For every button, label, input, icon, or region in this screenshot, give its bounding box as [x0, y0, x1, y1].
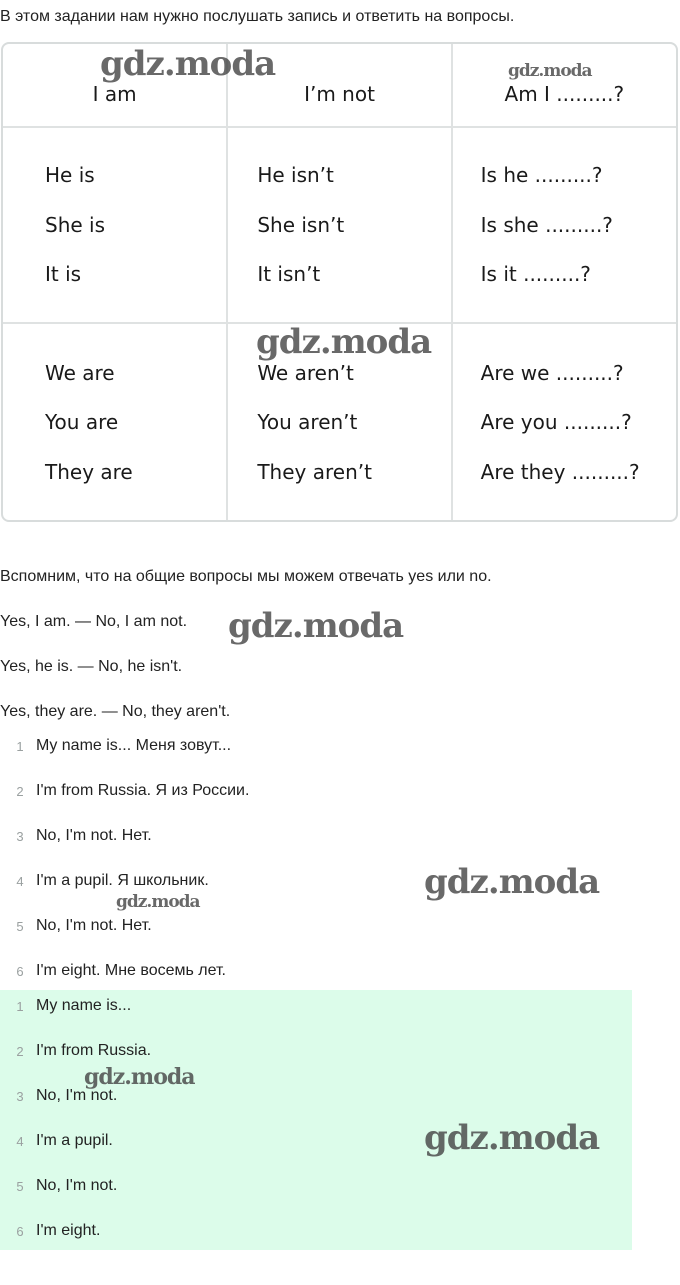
- watermark: gdz.moda: [508, 61, 592, 81]
- table-line: Are you .........?: [480, 410, 632, 435]
- intro-text: В этом задании нам нужно послушать запись и ответить на вопросы.: [0, 8, 515, 25]
- table-cell: [3, 127, 227, 323]
- table-line: We aren’t: [257, 360, 354, 385]
- table-line: It is: [45, 262, 82, 286]
- table-header-cell: I am: [3, 44, 227, 127]
- table-header-cell: Am I .........?: [452, 44, 676, 127]
- watermark: gdz.moda: [256, 322, 432, 362]
- watermark: gdz.moda: [100, 44, 276, 84]
- table-line: She is: [45, 212, 106, 237]
- example-line: Yes, he is. — No, he isn't.: [0, 658, 183, 675]
- table-line: He is: [45, 163, 95, 187]
- table-header-cell: I’m not: [227, 44, 451, 127]
- table-line: You aren’t: [257, 410, 358, 435]
- grammar-table: [1, 42, 678, 522]
- watermark: gdz.moda: [116, 892, 200, 912]
- table-cell: [452, 127, 676, 323]
- table-row: [3, 127, 676, 323]
- watermark: gdz.moda: [424, 862, 600, 902]
- table-line: He isn’t: [257, 163, 334, 187]
- watermark: gdz.moda: [424, 1118, 600, 1158]
- answer-box: 1 My name is... 2 I'm from Russia. 3 No, I'm not. 4 I'm a pupil. 5 No, I'm not. 6 I'm eight.: [0, 990, 632, 1250]
- example-line: Yes, they are. — No, they aren't.: [0, 703, 231, 720]
- table-cell: [227, 127, 451, 323]
- table-line: It isn’t: [257, 262, 321, 286]
- table-cell: [3, 323, 227, 520]
- table-line: They aren’t: [257, 459, 372, 484]
- example-line: Yes, I am. — No, I am not.: [0, 613, 188, 630]
- table-line: Are we .........?: [480, 360, 624, 385]
- reminder-text: Вспомним, что на общие вопросы мы можем отвечать yes или no.: [0, 568, 492, 585]
- table-line: Are they .........?: [480, 459, 640, 484]
- table-line: She isn’t: [257, 212, 345, 237]
- watermark: gdz.moda: [84, 1064, 195, 1090]
- table-line: Is he .........?: [480, 163, 603, 187]
- table-line: They are: [45, 459, 133, 484]
- watermark: gdz.moda: [228, 606, 404, 646]
- table-cell: [452, 323, 676, 520]
- table-line: You are: [45, 410, 119, 435]
- table-line: Is it .........?: [480, 262, 591, 286]
- table-line: We are: [45, 360, 115, 385]
- table-line: Is she .........?: [480, 212, 613, 237]
